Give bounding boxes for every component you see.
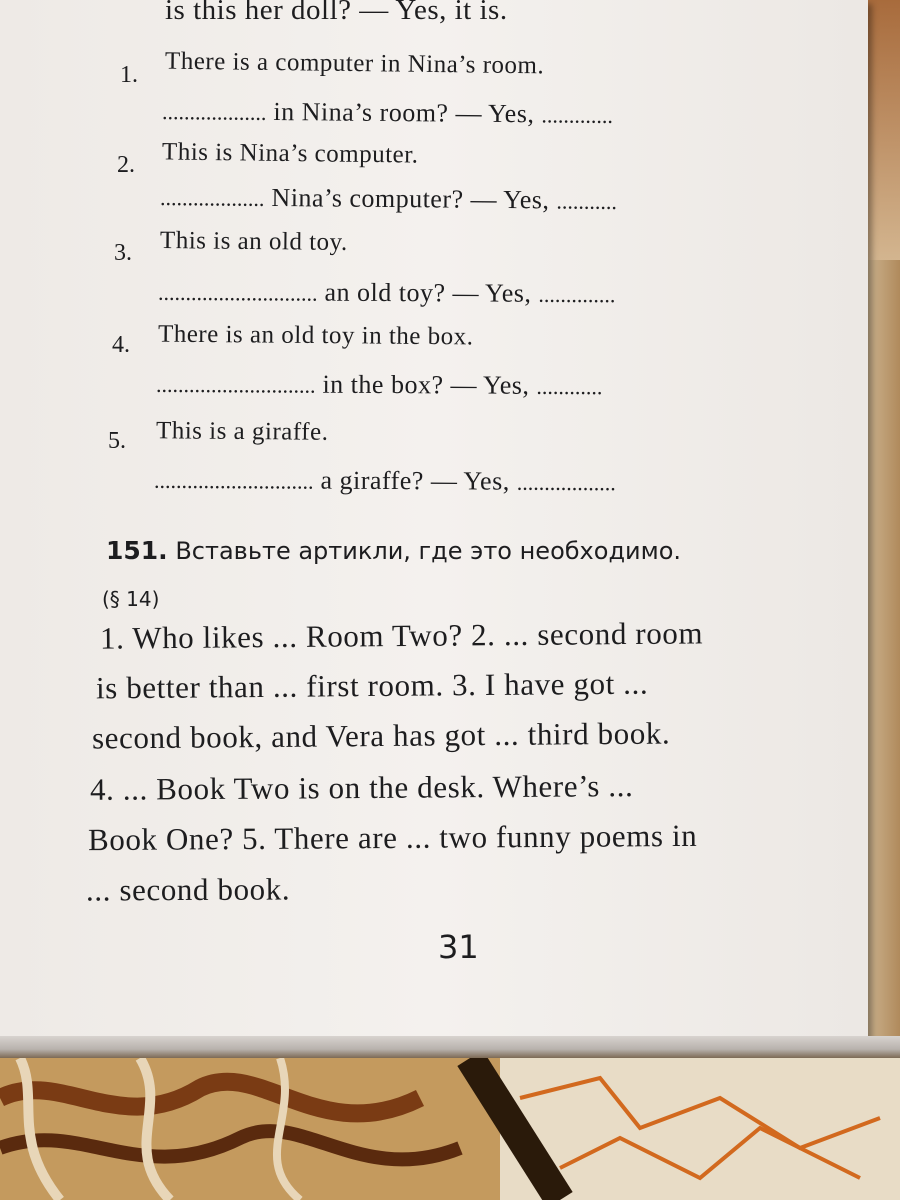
exercise-line: Book One? 5. There are ... two funny poems in: [87, 817, 698, 858]
top-fragment: is this her doll? — Yes, it is.: [165, 0, 508, 26]
exercise-line: 1. Who likes ... Room Two? 2. ... second room: [99, 615, 704, 656]
exercise-151-heading: [106, 536, 681, 565]
blank: .............................: [157, 279, 318, 306]
blank: .............................: [155, 371, 316, 398]
question-text: in Nina’s room? — Yes,: [273, 97, 535, 129]
item-3-number: 3.: [114, 240, 132, 266]
blank: ..................: [516, 469, 616, 496]
tablecloth: [0, 1058, 900, 1200]
tablecloth-pattern: [0, 1058, 900, 1200]
blank: ...................: [161, 99, 267, 125]
item-5-question: [154, 465, 616, 497]
item-5-number: 5.: [108, 428, 126, 454]
item-2-number: 2.: [117, 152, 135, 178]
blank: ...........: [556, 188, 618, 214]
item-2-sentence: This is Nina’s computer.: [161, 138, 419, 169]
question-text: in the box? — Yes,: [322, 369, 530, 400]
question-text: an old toy? — Yes,: [324, 277, 532, 308]
question-text: Nina’s computer? — Yes,: [271, 182, 550, 215]
blank: .............: [541, 102, 614, 128]
exercise-instruction: Вставьте артикли, где это необходимо.: [175, 537, 682, 565]
item-1-number: 1.: [120, 62, 138, 88]
exercise-line: is better than ... first room. 3. I have got ...: [95, 665, 649, 706]
item-4-number: 4.: [112, 332, 130, 358]
item-3-question: [158, 277, 616, 309]
page-stack-edge: [0, 1036, 900, 1058]
item-5-sentence: This is a giraffe.: [155, 417, 329, 446]
exercise-number: 151.: [106, 536, 168, 565]
item-4-sentence: There is an old toy in the box.: [157, 320, 474, 351]
page-number: 31: [438, 928, 479, 966]
item-1-question: [162, 96, 613, 130]
blank: ............: [536, 373, 603, 400]
item-2-question: [160, 182, 617, 216]
blank: .............................: [153, 467, 314, 494]
exercise-line: 4. ... Book Two is on the desk. Where’s ...: [89, 768, 634, 807]
item-1-sentence: There is a computer in Nina’s room.: [164, 47, 545, 80]
blank: ..............: [538, 281, 616, 308]
exercise-line: ... second book.: [85, 871, 291, 908]
blank: ...................: [159, 185, 265, 211]
item-3-sentence: This is an old toy.: [159, 227, 348, 256]
exercise-line: second book, and Vera has got ... third book.: [91, 715, 671, 756]
item-4-question: [156, 369, 603, 401]
exercise-reference: (§ 14): [102, 587, 160, 611]
question-text: a giraffe? — Yes,: [320, 465, 510, 496]
